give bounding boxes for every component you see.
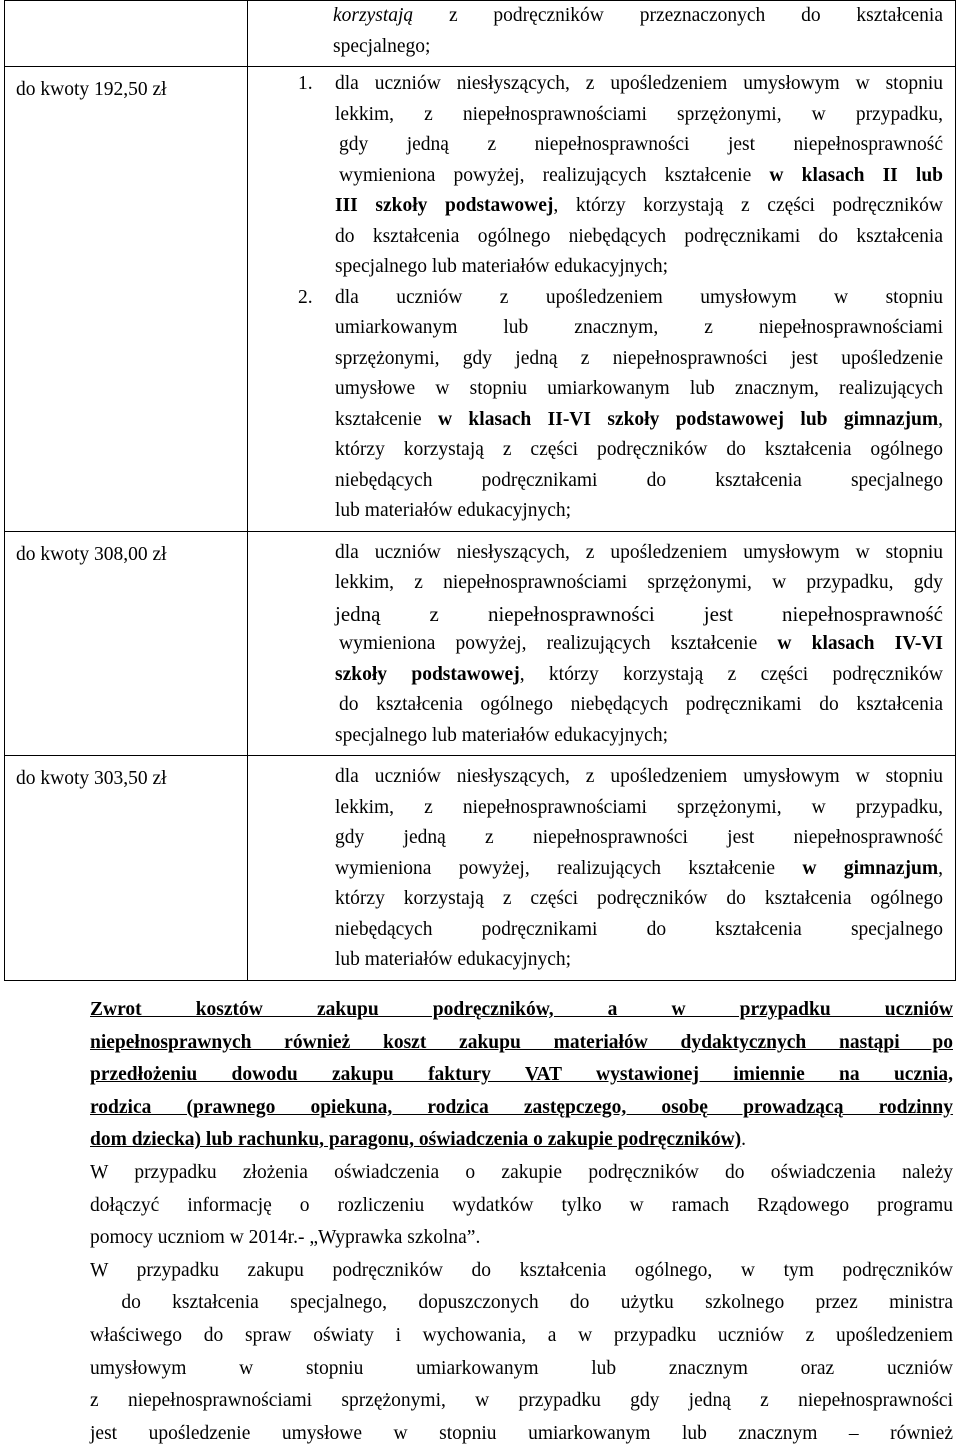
list-item: dla uczniów niesłyszących, z upośledzeniem umysłowym w stopniu lekkim, z niepełnosprawnościami sprzężonymi, w przypadku, gdy jedną z niepełnosprawności jest niepełnosprawność wymieniona powyżej, realizujących kształcenie w klasach IV-VI szkoły podstawowej, którzy korzystają z części podręczników do kształcenia ogólnego niebędących podręcznikami do kształcenia specjalnego lub materiałów edukacyjnych;	[335, 541, 943, 746]
paragraph-line: dołączyć informację o rozliczeniu wydatków tylko w ramach Rządowego programu	[90, 1194, 953, 1216]
description-cell	[248, 67, 956, 532]
paragraph-line: właściwego do spraw oświaty i wychowania, a w przypadku uczniów z upośledzeniem	[90, 1324, 953, 1346]
amounts-table	[4, 0, 956, 981]
list-item: 2. dla uczniów z upośledzeniem umysłowym w stopniu umiarkowanym lub znacznym, z niepełnosprawnościami sprzężonymi, gdy jedną z niepełnosprawności jest upośledzenie umysłowe w stopniu umiarkowanym lub znacznym, realizujących kształcenie w klasach II-VI szkoły podstawowej lub gimnazjum, którzy korzystają z części podręczników do kształcenia ogólnego niebędących podręcznikami do kształcenia specjalnego lub materiałów edukacyjnych;	[17, 283, 943, 527]
notice-bold-line: niepełnosprawnych również koszt zakupu materiałów dydaktycznych nastąpi po	[90, 1031, 953, 1053]
notice-bold-line: rodzica (prawnego opiekuna, rodzica zastępczego, osobę prowadzącą rodzinny	[90, 1096, 953, 1118]
description-cell	[248, 756, 956, 981]
table-row	[5, 531, 956, 756]
desc-line: specjalnego;	[333, 35, 431, 57]
amount-text: do kwoty 308,00 zł	[16, 543, 167, 565]
paragraph-line: pomocy uczniom w 2014r.- „Wyprawka szkolna”.	[90, 1227, 481, 1249]
notice-section	[90, 994, 953, 1450]
paragraph-line: do kształcenia specjalnego, dopuszczonych do użytku szkolnego przez ministra	[90, 1292, 953, 1314]
paragraph-line: W przypadku złożenia oświadczenia o zakupie podręczników do oświadczenia należy	[90, 1161, 953, 1183]
amount-text: do kwoty 192,50 zł	[16, 79, 167, 100]
amount-text: do kwoty 303,50 zł	[16, 768, 167, 789]
list-number: 2.	[298, 286, 313, 308]
paragraph-line: z niepełnosprawnościami sprzężonymi, w przypadku gdy jedną z niepełnosprawności	[90, 1390, 953, 1412]
desc-line: korzystają z podręczników przeznaczonych do kształcenia	[333, 5, 943, 26]
paragraph-line: jest upośledzenie umysłowe w stopniu umiarkowanym lub znacznym – również	[90, 1422, 953, 1444]
table-row	[5, 67, 956, 532]
notice-bold-line: Zwrot kosztów zakupu podręczników, a w przypadku uczniów	[90, 999, 953, 1020]
notice-bold-line: przedłożeniu dowodu zakupu faktury VAT wystawionej imiennie na ucznia,	[90, 1064, 953, 1086]
table-row	[5, 756, 956, 981]
list-item: 1. dla uczniów niesłyszących, z upośledzeniem umysłowym w stopniu lekkim, z niepełnosprawnościami sprzężonymi, w przypadku, gdy jedną z niepełnosprawności jest niepełnosprawność wymieniona powyżej, realizujących kształcenie w klasach II lub III szkoły podstawowej, którzy korzystają z części podręczników do kształcenia ogólnego niebędących podręcznikami do kształcenia specjalnego lub materiałów edukacyjnych;	[17, 15, 943, 283]
description-cell	[248, 531, 956, 756]
paragraph-line: W przypadku zakupu podręczników do kształcenia ogólnego, w tym podręczników	[90, 1259, 953, 1281]
list-item: dla uczniów niesłyszących, z upośledzeniem umysłowym w stopniu lekkim, z niepełnosprawnościami sprzężonymi, w przypadku, gdy jedną z niepełnosprawności jest niepełnosprawność wymieniona powyżej, realizujących kształcenie w gimnazjum, którzy korzystają z części podręczników do kształcenia ogólnego niebędących podręcznikami do kształcenia specjalnego lub materiałów edukacyjnych;	[335, 766, 944, 970]
notice-bold-line: dom dziecka) lub rachunku, paragonu, oświadczenia o zakupie podręczników).	[90, 1129, 747, 1151]
list-number: 1.	[298, 73, 313, 94]
paragraph-line: umysłowym w stopniu umiarkowanym lub znacznym oraz uczniów	[90, 1357, 953, 1379]
